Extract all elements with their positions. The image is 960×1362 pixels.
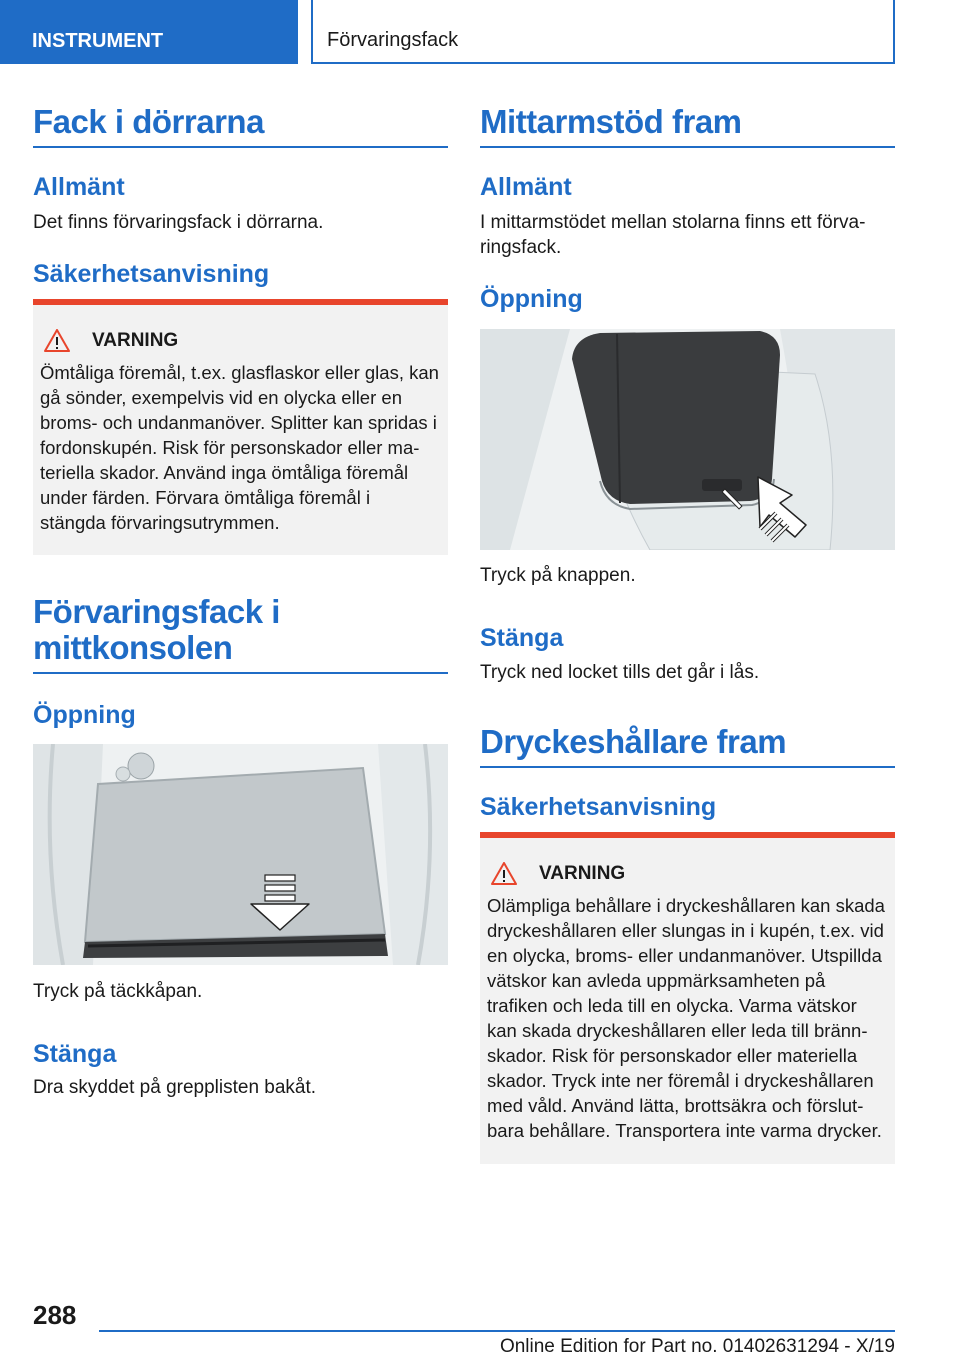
general-text: I mittarmstödet mellan stolarna finns ett förvaringsfack. (480, 212, 866, 258)
warning-text: Olämpliga behållare i dryckeshållaren kan skada dryckeshållaren eller slungas in i kupén, t.ex. vid en olycka, broms- eller undanmanöver. Utspillda vätskor kan avleda uppmärksamheten på trafiken och leda till en olycka. Varma vätskor kan skada dryckeshållaren eller leda till brännskador. Risk för personskador eller materiella skador. Tryck inte ner föremål i dryckeshållaren med våld. Använd lätta, brottsäkra och förslutbara behållare. Transportera inte varma drycker. (487, 895, 885, 1141)
warning-box (480, 832, 895, 1164)
warning-title: VARNING (539, 862, 626, 884)
closing-text: Dra skyddet på grepplisten bakåt. (33, 1077, 317, 1098)
warning-title: VARNING (92, 329, 179, 351)
warning-icon (491, 862, 517, 885)
heading-safety: Säkerhetsanvisning (33, 260, 270, 288)
page-number: 288 (33, 1300, 77, 1330)
console-compartment-image (33, 744, 448, 965)
chapter-title: Förvaringsfack (311, 0, 895, 64)
closing-text: Tryck ned locket tills det går i lås. (480, 662, 760, 683)
heading-center-console: Förvaringsfack i mittkonsolen (33, 594, 448, 674)
heading-closing: Stänga (480, 624, 564, 652)
heading-armrest: Mittarmstöd fram (480, 104, 895, 148)
footer-divider (99, 1330, 895, 1332)
heading-opening: Öppning (480, 285, 583, 313)
heading-opening: Öppning (33, 701, 136, 729)
opening-text: Tryck på täckkåpan. (33, 981, 203, 1002)
heading-safety: Säkerhetsanvisning (480, 793, 717, 821)
warning-text: Ömtåliga föremål, t.ex. glasflaskor eller glas, kan gå sönder, exempelvis vid en olycka eller en broms- och undanmanöver. Splitter kan spridas i fordonskupén. Risk för personskador eller materiella skador. Använd inga ömtåliga föremål under färden. Förvara ömtåliga föremål i stängda förvaringsutrymmen. (40, 362, 439, 533)
heading-door-compartments: Fack i dörrarna (33, 104, 448, 148)
section-tab: INSTRUMENT (0, 0, 298, 64)
heading-general: Allmänt (480, 173, 572, 201)
opening-text: Tryck på knappen. (480, 565, 636, 586)
heading-general: Allmänt (33, 173, 125, 201)
footer-edition: Online Edition for Part no. 01402631294 - X/19 (499, 1336, 895, 1357)
heading-cupholder: Dryckeshållare fram (480, 724, 895, 768)
general-text: Det finns förvaringsfack i dörrarna. (33, 212, 324, 233)
heading-closing: Stänga (33, 1040, 117, 1068)
warning-icon (44, 329, 70, 352)
warning-box (33, 299, 448, 555)
armrest-image (480, 329, 895, 550)
